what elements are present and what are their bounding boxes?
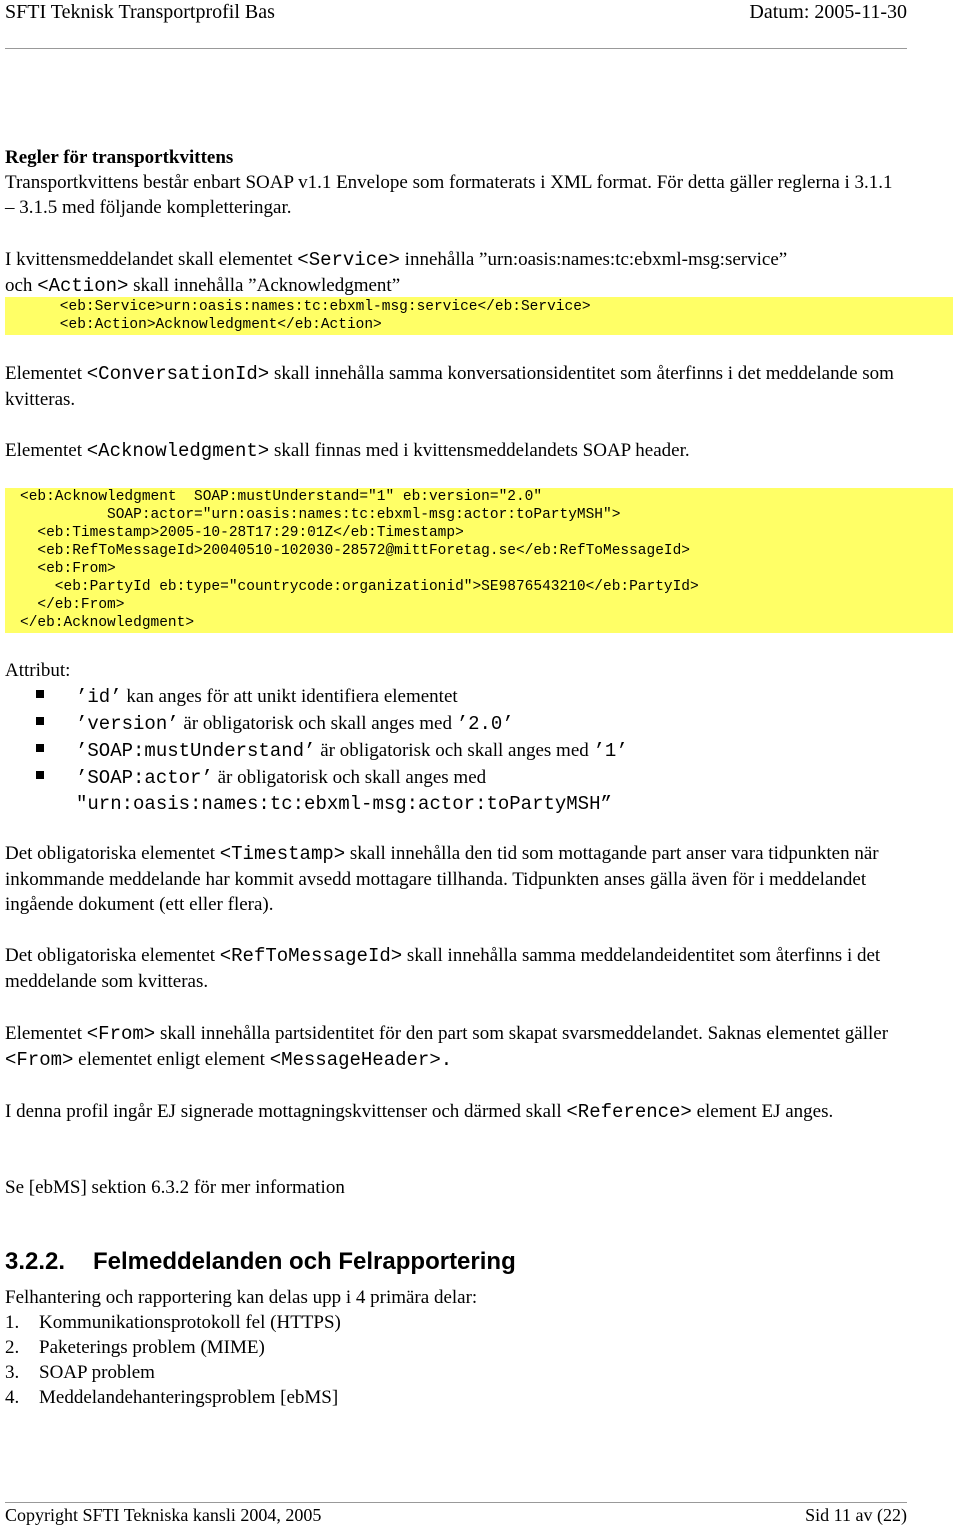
text: Det obligatoriska elementet [5, 843, 220, 864]
page-header [5, 0, 907, 38]
text: skall innehålla ”Acknowledgment” [128, 275, 401, 296]
text: är obligatorisk och skall anges med [178, 713, 457, 734]
text: skall innehålla samma meddelandeidentitet som återfinns i det meddelande som kvitteras. [5, 945, 881, 992]
section-intro: Felhantering och rapportering kan delas upp i 4 primära delar: [5, 1287, 478, 1308]
text: Det obligatoriska elementet [5, 945, 220, 966]
code-timestamp: <Timestamp> [219, 843, 346, 865]
reftomessageid-paragraph [5, 943, 905, 994]
bullet-icon [36, 771, 44, 779]
signature-paragraph [5, 1099, 905, 1125]
code-actor: ’SOAP:actor’ [76, 767, 213, 789]
code-version: ’version’ [76, 713, 179, 735]
list-number: 1. [5, 1312, 20, 1333]
text: skall finnas med i kvittensmeddelandets SOAP header. [269, 440, 690, 461]
section-number: 3.2.2. [5, 1248, 66, 1275]
text: kan anges för att unikt identifiera elementet [121, 686, 458, 707]
rules-text: Transportkvittens består enbart SOAP v1.1 Envelope som formaterats i XML format. För detta gäller reglerna i 3.1.1 – 3.1.5 med följande kompletteringar. [5, 172, 893, 218]
conversation-paragraph [5, 361, 905, 412]
code-from: <From> [86, 1023, 156, 1045]
page-number: Sid 11 av (22) [805, 1505, 907, 1525]
document-date: Datum: 2005-11-30 [749, 1, 907, 23]
code-reference: <Reference> [566, 1101, 692, 1123]
text: är obligatorisk och skall anges med [315, 740, 594, 761]
code-conversationid: <ConversationId> [86, 363, 270, 385]
code-line-1: <eb:Service>urn:oasis:names:tc:ebxml-msg:service</eb:Service> [25, 299, 591, 315]
from-paragraph [5, 1021, 905, 1073]
list-number: 3. [5, 1362, 20, 1383]
see-reference: Se [ebMS] sektion 6.3.2 för mer information [5, 1177, 345, 1198]
code-id: ’id’ [76, 686, 122, 708]
list-number: 2. [5, 1337, 20, 1358]
code-line-6: <eb:PartyId eb:type="countrycode:organizationid">SE9876543210</eb:PartyId> [20, 579, 699, 595]
code-actor-value: "urn:oasis:names:tc:ebxml-msg:actor:toPartyMSH” [76, 793, 612, 815]
code-block-service-action [5, 297, 953, 335]
copyright: Copyright SFTI Tekniska kansli 2004, 2005 [5, 1505, 322, 1525]
text: skall innehålla partsidentitet för den part som skapat svarsmeddelandet. Saknas elementet gäller [155, 1023, 889, 1044]
code-line-1: <eb:Acknowledgment SOAP:mustUnderstand="1" eb:version="2.0" [20, 489, 543, 505]
code-from: <From> [5, 1049, 74, 1071]
acknowledgment-paragraph [5, 438, 905, 464]
attribute-item-mustunderstand [76, 738, 628, 764]
code-line-2: SOAP:actor="urn:oasis:names:tc:ebxml-msg:actor:toPartyMSH"> [20, 507, 621, 523]
code-mustunderstand-value: ’1’ [593, 740, 628, 762]
attribute-item-id [76, 684, 458, 710]
text: är obligatorisk och skall anges med [212, 767, 487, 788]
section-heading [5, 1248, 516, 1276]
document-title: SFTI Teknisk Transportprofil Bas [5, 1, 275, 23]
code-line-4: <eb:RefToMessageId>20040510-102030-28572@mittForetag.se</eb:RefToMessageId> [20, 543, 691, 559]
text: Elementet [5, 363, 87, 384]
code-mustunderstand: ’SOAP:mustUnderstand’ [76, 740, 316, 762]
code-messageheader: <MessageHeader>. [269, 1049, 453, 1071]
code-service: <Service> [297, 249, 400, 271]
list-text: Kommunikationsprotokoll fel (HTTPS) [39, 1312, 341, 1333]
list-item [5, 1335, 341, 1360]
code-action: <Action> [37, 275, 129, 297]
timestamp-paragraph [5, 841, 905, 917]
text: Elementet [5, 440, 87, 461]
list-item [5, 1385, 341, 1410]
text: innehålla ”urn:oasis:names:tc:ebxml-msg:service” och [5, 249, 788, 296]
error-category-list [5, 1310, 341, 1410]
text: I denna profil ingår EJ signerade mottagningskvittenser och därmed skall [5, 1101, 567, 1122]
header-divider [5, 48, 907, 49]
code-block-acknowledgment [5, 488, 953, 633]
attributes-label: Attribut: [5, 660, 71, 681]
text: Elementet [5, 1023, 87, 1044]
attribute-item-version [76, 711, 514, 737]
code-version-value: ’2.0’ [456, 713, 514, 735]
text: skall innehålla den tid som mottagande part anser vara tidpunkten när inkommande meddelande har kommit avsedd mottagare tillhanda. Tidpunkten anses gälla även för i meddelandet ingående dokument (ett eller flera). [5, 843, 879, 915]
code-line-2: <eb:Action>Acknowledgment</eb:Action> [25, 317, 382, 333]
list-text: Paketerings problem (MIME) [39, 1337, 265, 1358]
code-line-7: </eb:From> [20, 597, 125, 613]
list-text: SOAP problem [39, 1362, 155, 1383]
bullet-icon [36, 717, 44, 725]
text: skall innehålla samma konversationsidentitet som återfinns i det meddelande som kvitteras. [5, 363, 894, 410]
code-line-8: </eb:Acknowledgment> [20, 615, 195, 631]
text: element EJ anges. [691, 1101, 834, 1122]
bullet-icon [36, 690, 44, 698]
rules-section [5, 145, 905, 220]
list-item [5, 1360, 341, 1385]
page-footer [5, 1505, 907, 1527]
list-number: 4. [5, 1387, 20, 1408]
text: I kvittensmeddelandet skall elementet [5, 249, 298, 270]
code-line-3: <eb:Timestamp>2005-10-28T17:29:01Z</eb:Timestamp> [20, 525, 464, 541]
text: elementet enligt element [73, 1049, 270, 1070]
list-text: Meddelandehanteringsproblem [ebMS] [39, 1387, 339, 1408]
attribute-item-actor [76, 765, 612, 817]
service-paragraph [5, 247, 805, 299]
bullet-icon [36, 744, 44, 752]
code-reftomessageid: <RefToMessageId> [219, 945, 403, 967]
rules-heading: Regler för transportkvittens [5, 147, 234, 168]
code-line-5: <eb:From> [20, 561, 116, 577]
section-title: Felmeddelanden och Felrapportering [93, 1248, 516, 1275]
footer-divider [5, 1502, 907, 1503]
list-item [5, 1310, 341, 1335]
code-acknowledgment: <Acknowledgment> [86, 440, 270, 462]
